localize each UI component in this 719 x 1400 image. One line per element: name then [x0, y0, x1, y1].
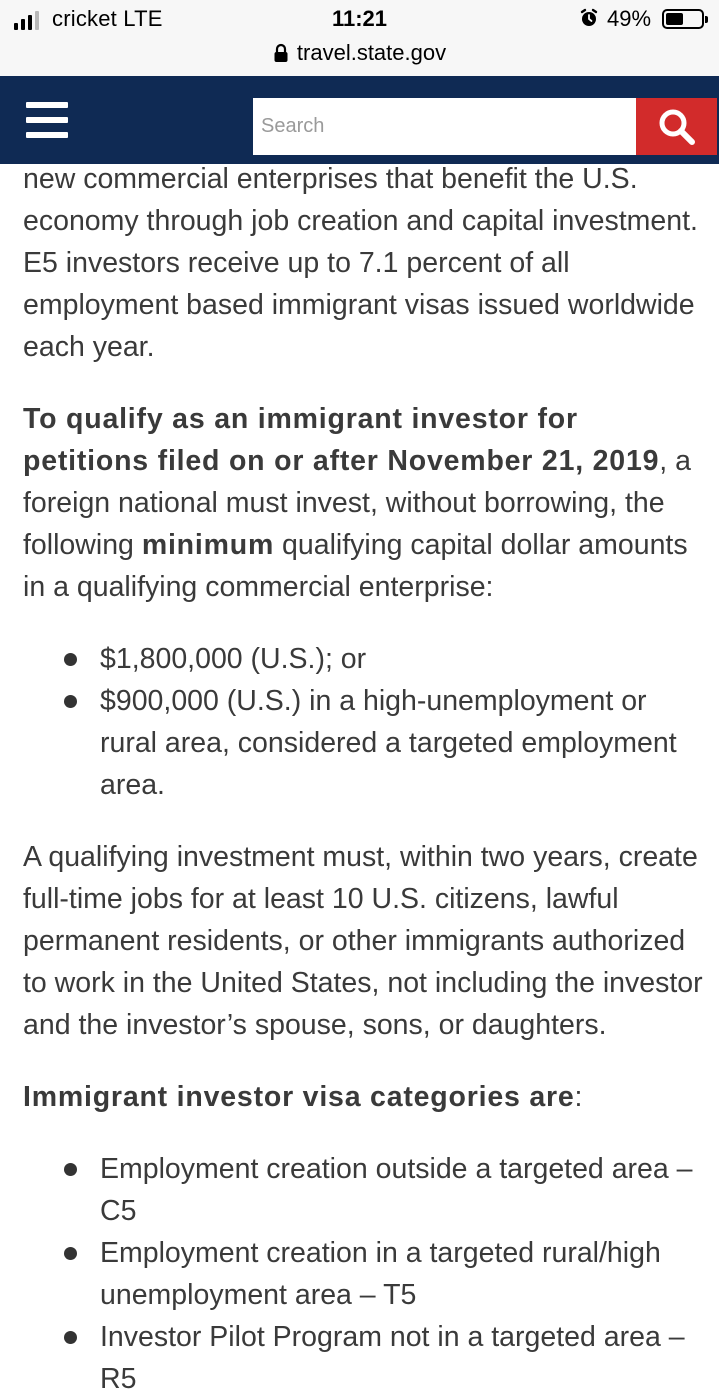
search-input[interactable]	[253, 98, 636, 155]
list-item: $900,000 (U.S.) in a high-unemployment or rural area, considered a targeted employment area.	[23, 680, 703, 806]
jobs-paragraph: A qualifying investment must, within two years, create full-time jobs for at least 10 U.S. citizens, lawful permanent residents, or other immigrants authorized to work in the United States, not including the investor and the investor’s spouse, sons, or daughters.	[23, 841, 703, 1041]
article-content	[23, 158, 703, 1400]
qualify-heading: To qualify as an immigrant investor for petitions filed on or after November 21, 2019	[23, 403, 660, 477]
minimum-emphasis: minimum	[141, 529, 275, 561]
url-text[interactable]: travel.state.gov	[296, 40, 447, 65]
battery-icon	[662, 9, 704, 29]
list-item: Employment creation in a targeted rural/high unemployment area – T5	[23, 1232, 703, 1316]
categories-paragraph: Immigrant investor visa categories are:	[23, 1081, 583, 1113]
qualify-paragraph: To qualify as an immigrant investor for petitions filed on or after November 21, 2019, a foreign national must invest, without borrowing, the following minimum qualifying capital dollar amounts in a qualifying commercial enterprise:	[23, 403, 691, 603]
categories-list	[23, 1148, 703, 1400]
intro-paragraph: new commercial enterprises that benefit the U.S. economy through job creation and capital investment. E5 investors receive up to 7.1 percent of all employment based immigrant visas issued worldwide each year.	[23, 163, 698, 363]
categories-heading: Immigrant investor visa categories are	[23, 1081, 575, 1113]
url-bar[interactable]	[0, 40, 719, 76]
list-item: Investor Pilot Program not in a targeted area – R5	[23, 1316, 703, 1400]
status-time: 11:21	[331, 6, 388, 31]
menu-icon[interactable]	[26, 100, 70, 140]
list-item: Employment creation outside a targeted area – C5	[23, 1148, 703, 1232]
search-button[interactable]	[636, 98, 717, 155]
lock-icon	[273, 43, 289, 63]
battery-percent: 49%	[607, 6, 652, 31]
search-icon	[657, 107, 697, 147]
status-bar	[0, 0, 719, 40]
list-item: $1,800,000 (U.S.); or	[23, 638, 703, 680]
alarm-icon	[579, 8, 599, 28]
amounts-list	[23, 638, 703, 806]
carrier-label: cricket LTE	[52, 6, 163, 31]
site-header	[0, 76, 719, 164]
